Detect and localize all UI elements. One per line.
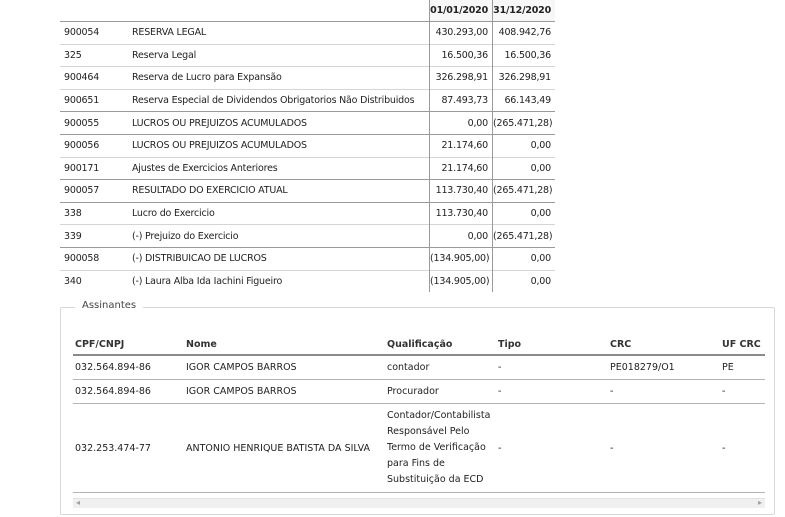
signatory-type: - — [496, 380, 608, 404]
value-end: 326.298,91 — [493, 67, 556, 90]
signatory-type: - — [496, 404, 608, 493]
account-code: 900057 — [60, 180, 132, 203]
account-code: 339 — [60, 225, 132, 248]
account-desc: (-) Prejuizo do Exercicio — [132, 225, 430, 248]
signatory-uf-crc: - — [720, 404, 765, 493]
value-end: (265.471,28) — [493, 225, 556, 248]
value-end: 66.143,49 — [493, 89, 556, 112]
signatories-legend: Assinantes — [75, 300, 143, 311]
account-code: 900464 — [60, 67, 132, 90]
balance-row — [60, 67, 555, 90]
signatory-type: - — [496, 355, 608, 380]
scroll-left-arrow-icon[interactable]: ◂ — [76, 498, 81, 507]
horizontal-scrollbar[interactable] — [73, 498, 765, 508]
account-code: 900171 — [60, 157, 132, 180]
balance-row — [60, 180, 555, 203]
balance-table — [60, 0, 555, 292]
signatory-qualification: contador — [385, 355, 496, 380]
signatory-name: IGOR CAMPOS BARROS — [184, 355, 385, 380]
signatory-crc: - — [608, 380, 720, 404]
account-code: 900056 — [60, 134, 132, 157]
balance-row — [60, 89, 555, 112]
value-start: 113.730,40 — [430, 180, 493, 203]
account-desc: (-) Laura Alba Ida Iachini Figueiro — [132, 270, 430, 292]
account-code: 900054 — [64, 27, 100, 39]
balance-row — [60, 157, 555, 180]
account-code: 338 — [60, 202, 132, 225]
value-start: 113.730,40 — [430, 202, 493, 225]
value-start: (134.905,00) — [430, 270, 493, 292]
header-uf-crc: UF CRC — [720, 334, 765, 355]
account-desc: LUCROS OU PREJUIZOS ACUMULADOS — [132, 112, 430, 135]
value-start: 16.500,36 — [430, 44, 493, 67]
account-desc: Lucro do Exercicio — [132, 202, 430, 225]
signatories-header-row — [73, 334, 765, 355]
value-start: 21.174,60 — [430, 157, 493, 180]
value-end: (265.471,28) — [493, 180, 556, 203]
signatory-row — [73, 404, 765, 493]
header-nome: Nome — [184, 334, 385, 355]
col-header-start-date: 01/01/2020 — [430, 0, 493, 22]
value-start: 326.298,91 — [430, 67, 493, 90]
value-end: 0,00 — [493, 270, 556, 292]
value-end: 0,00 — [493, 202, 556, 225]
account-desc: RESERVA LEGAL — [132, 27, 206, 39]
account-code: 900055 — [60, 112, 132, 135]
balance-row — [60, 134, 555, 157]
balance-row — [60, 44, 555, 67]
col-header-end-date: 31/12/2020 — [493, 0, 556, 22]
signatory-cpf: 032.564.894-86 — [73, 355, 184, 380]
value-end: 0,00 — [493, 134, 556, 157]
account-desc: Reserva Especial de Dividendos Obrigatorios Não Distribuidos — [132, 89, 430, 112]
signatory-name: IGOR CAMPOS BARROS — [184, 380, 385, 404]
value-end: 0,00 — [493, 157, 556, 180]
account-code: 900058 — [60, 247, 132, 270]
signatory-row — [73, 380, 765, 404]
signatory-cpf: 032.253.474-77 — [73, 404, 184, 493]
account-desc: Reserva de Lucro para Expansão — [132, 67, 430, 90]
signatories-panel — [60, 300, 775, 515]
account-desc: Reserva Legal — [132, 44, 430, 67]
signatory-cpf: 032.564.894-86 — [73, 380, 184, 404]
header-cpf: CPF/CNPJ — [73, 334, 184, 355]
value-start: 87.493,73 — [430, 89, 493, 112]
value-end: 408.942,76 — [493, 22, 556, 45]
value-start: 21.174,60 — [430, 134, 493, 157]
account-desc: LUCROS OU PREJUIZOS ACUMULADOS — [132, 134, 430, 157]
signatory-uf-crc: - — [720, 380, 765, 404]
balance-row — [60, 247, 555, 270]
signatory-uf-crc: PE — [720, 355, 765, 380]
signatories-scroll-area[interactable] — [73, 334, 765, 516]
value-end: 0,00 — [493, 247, 556, 270]
value-start: 0,00 — [430, 225, 493, 248]
value-start: 430.293,00 — [430, 22, 493, 45]
balance-row — [60, 22, 555, 45]
value-start: 0,00 — [430, 112, 493, 135]
signatory-crc: - — [608, 404, 720, 493]
header-tipo: Tipo — [496, 334, 608, 355]
account-code: 340 — [60, 270, 132, 292]
balance-row — [60, 202, 555, 225]
signatories-table — [73, 334, 765, 493]
signatory-name: ANTONIO HENRIQUE BATISTA DA SILVA — [184, 404, 385, 493]
value-end: (265.471,28) — [493, 112, 556, 135]
header-crc: CRC — [608, 334, 720, 355]
value-start: (134.905,00) — [430, 247, 493, 270]
signatory-qualification: Contador/Contabilista Responsável Pelo Termo de Verificação para Fins de Substituição da ECD — [385, 404, 496, 493]
scroll-right-arrow-icon[interactable]: ▸ — [757, 498, 762, 507]
account-code: 900651 — [60, 89, 132, 112]
balance-row — [60, 112, 555, 135]
signatory-row — [73, 355, 765, 380]
account-desc: Ajustes de Exercicios Anteriores — [132, 157, 430, 180]
balance-header-row — [60, 0, 555, 22]
balance-row — [60, 270, 555, 292]
signatory-crc: PE018279/O1 — [608, 355, 720, 380]
signatory-qualification: Procurador — [385, 380, 496, 404]
account-code: 325 — [60, 44, 132, 67]
account-desc: (-) DISTRIBUICAO DE LUCROS — [132, 247, 430, 270]
header-qualificacao: Qualificação — [385, 334, 496, 355]
value-end: 16.500,36 — [493, 44, 556, 67]
balance-row — [60, 225, 555, 248]
account-desc: RESULTADO DO EXERCICIO ATUAL — [132, 180, 430, 203]
